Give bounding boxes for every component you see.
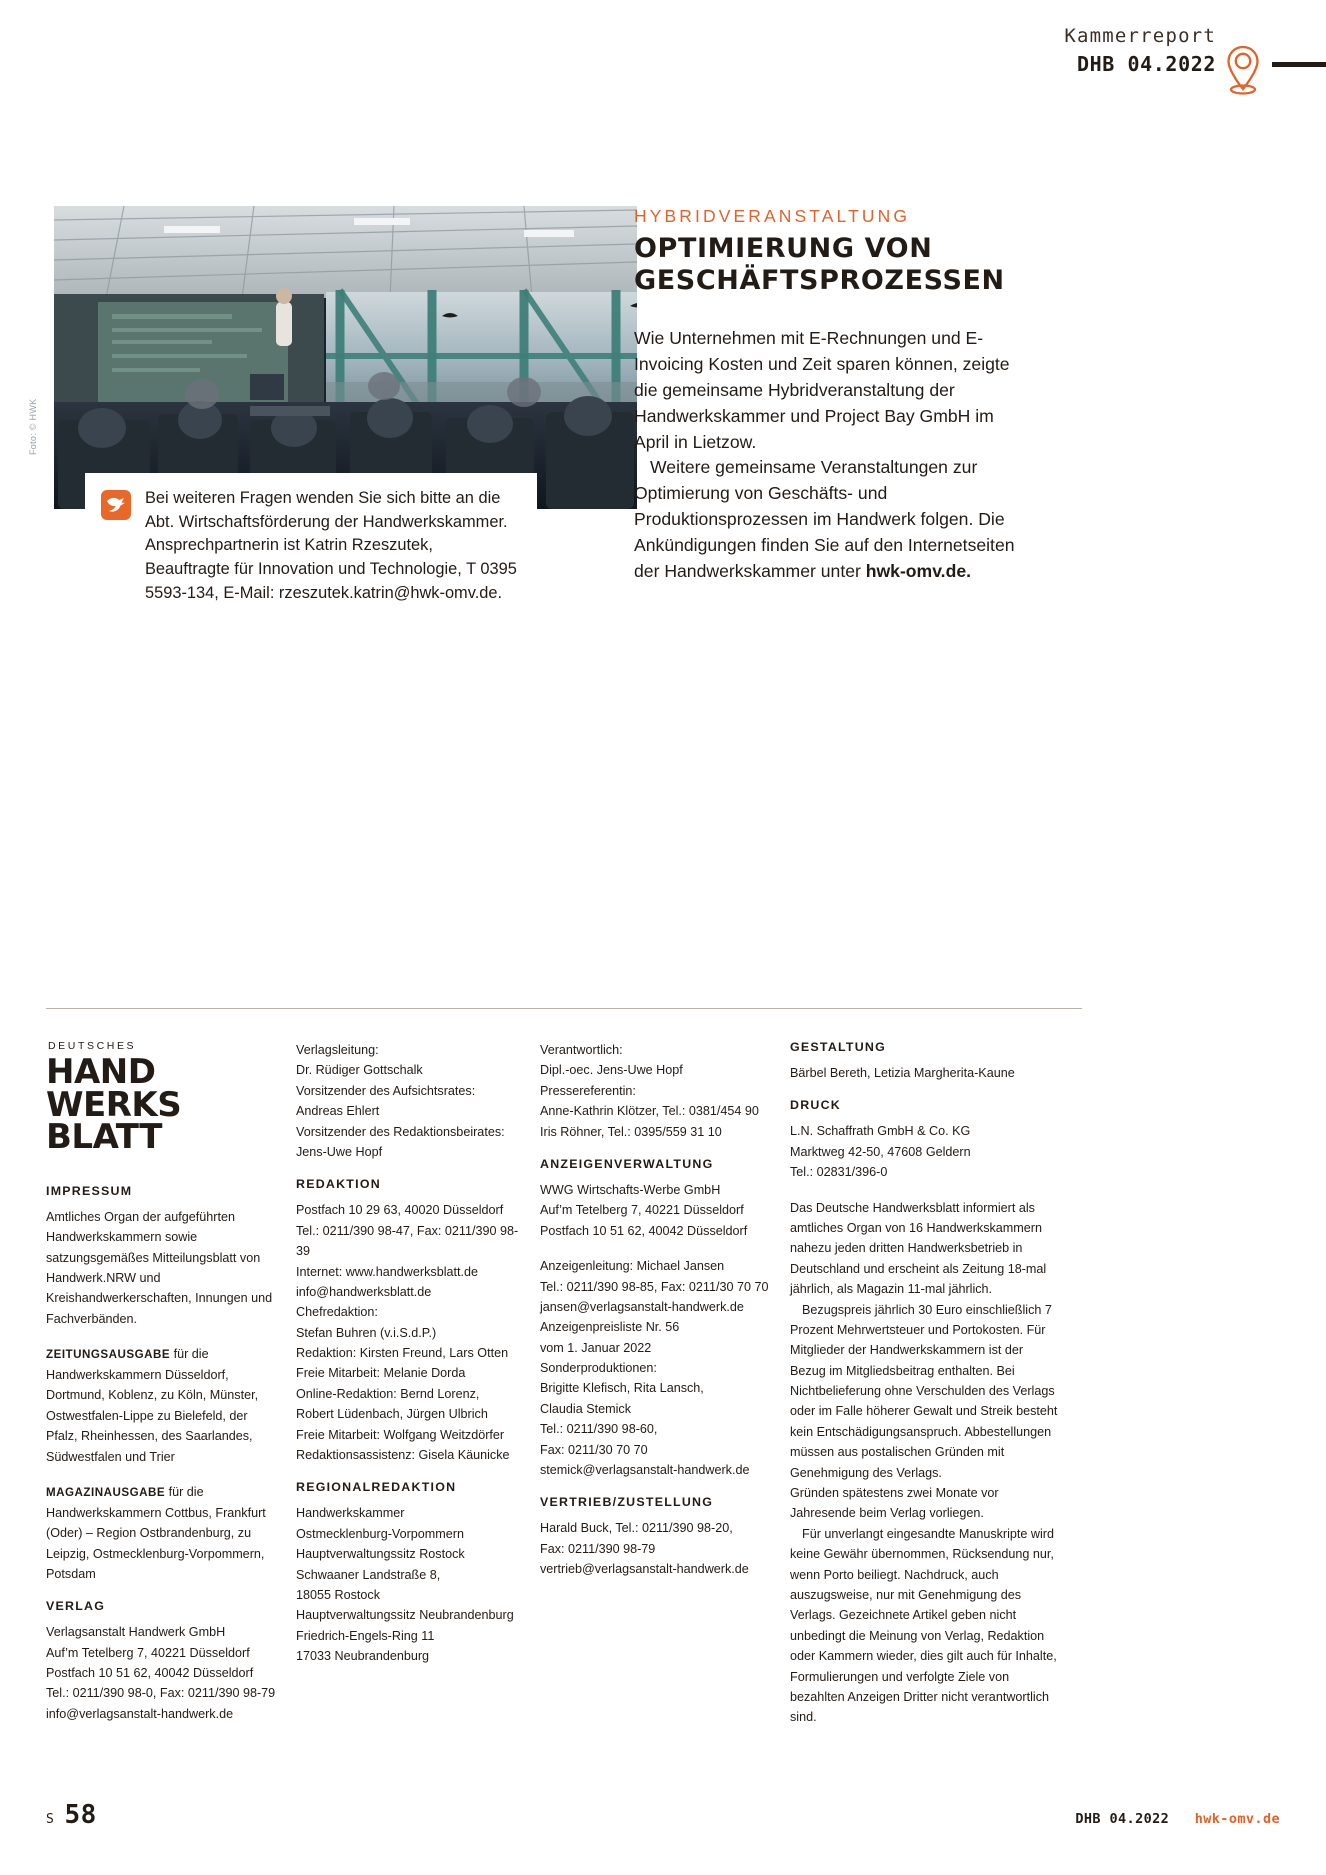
regionalredaktion-lines [296, 1503, 522, 1666]
header-text-block [1064, 26, 1216, 78]
vertrieb-email[interactable]: vertrieb@verlagsanstalt-handwerk.de [540, 1562, 749, 1577]
list-line: 18055 Rostock [296, 1587, 381, 1602]
verlag-heading: VERLAG [46, 1599, 106, 1614]
verlagsleitung-lines [296, 1040, 522, 1162]
article-body [634, 326, 1026, 585]
list-line: 17033 Neubrandenburg [296, 1649, 430, 1664]
article-column [634, 206, 1026, 585]
list-line: Auf’m Tetelberg 7, 40221 Düsseldorf [46, 1645, 250, 1660]
list-line: L.N. Schaffrath GmbH & Co. KG [790, 1124, 971, 1139]
impressum-column-3 [540, 1040, 790, 1728]
list-line: Postfach 10 29 63, 40020 Düsseldorf [296, 1203, 504, 1218]
page-footer [46, 1790, 1280, 1830]
caption-text: Bei weiteren Fragen wenden Sie sich bitte an die Abt. Wirtschaftsförderung der Handwerkskammer. Ansprechpartnerin ist Katrin Rzeszutek, Beauftragte für Innovation und Technologie, T 0395 5593-134, E-Mail: rzeszutek.katrin@hwk-omv.de. [145, 489, 517, 602]
zeitungsausgabe-label: ZEITUNGSAUSGABE [46, 1348, 171, 1362]
vertrieb-lines [540, 1518, 772, 1579]
info-paragraph-2: Bezugspreis jährlich 30 Euro einschließlich 7 Prozent Mehrwertsteuer und Portokosten. Für Mitglieder der Handwerkskammern ist der Bezug im Mitgliedsbeitrag enthalten. Bei Nichtbelieferung ohne Verschulden des Verlags oder im Falle höherer Gewalt und Streik besteht kein Entschädigungsanspruch. Abbestellungen müssen aus postalischen Gründen mit Genehmigung des Verlags. [790, 1302, 1058, 1480]
footer-issue: DHB 04.2022 [1075, 1811, 1170, 1827]
list-line: Marktweg 42-50, 47608 Geldern [790, 1144, 971, 1159]
verlag-email[interactable]: info@verlagsanstalt-handwerk.de [46, 1706, 234, 1721]
article-title-line-1: OPTIMIERUNG VON [634, 233, 933, 264]
footer-website[interactable]: hwk-omv.de [1194, 1811, 1280, 1827]
list-line: WWG Wirtschafts-Werbe GmbH [540, 1182, 721, 1197]
impressum-intro: Amtliches Organ der aufgeführten Handwerkskammern sowie satzungsgemäßes Mitteilungsblatt von Handwerk.NRW und Kreishandwerkerschaften, Innungen und Fachverbänden. [46, 1209, 273, 1326]
list-line: Postfach 10 51 62, 40042 Düsseldorf [540, 1223, 748, 1238]
list-line: Andreas Ehlert [296, 1104, 380, 1119]
list-line: Auf’m Tetelberg 7, 40221 Düsseldorf [540, 1203, 744, 1218]
list-line: vom 1. Januar 2022 [540, 1340, 652, 1355]
list-line: Stefan Buhren (v.i.S.d.P.) [296, 1325, 437, 1340]
zeitungsausgabe-paragraph [46, 1344, 278, 1467]
anzeigen-email[interactable]: jansen@verlagsanstalt-handwerk.de [540, 1299, 744, 1314]
list-line: Harald Buck, Tel.: 0211/390 98-20, [540, 1521, 733, 1536]
article-paragraph-2-text: Weitere gemeinsame Veranstaltungen zur Optimierung von Geschäfts- und Produktionsprozessen im Handwerk folgen. Die Ankündigungen finden Sie auf den Internetseiten der Handwerkskammer unter [634, 457, 1015, 581]
list-line: Freie Mitarbeit: Melanie Dorda [296, 1366, 466, 1381]
article-kicker: HYBRIDVERANSTALTUNG [634, 206, 911, 226]
photo-caption-box [85, 473, 537, 621]
impressum-divider [46, 1008, 1082, 1009]
list-line: Online-Redaktion: Bernd Lorenz, [296, 1386, 480, 1401]
list-line: Pressereferentin: [540, 1083, 636, 1098]
list-line: Anzeigenleitung: Michael Jansen [540, 1259, 725, 1274]
list-line: Verantwortlich: [540, 1043, 623, 1057]
redaktion-website[interactable]: Internet: www.handwerksblatt.de [296, 1264, 479, 1279]
magazinausgabe-text: für die Handwerkskammern Cottbus, Frankfurt (Oder) – Region Ostbrandenburg, zu Leipzig, Ostmecklenburg-Vorpommern, Potsdam [46, 1484, 266, 1581]
list-line: Verlagsanstalt Handwerk GmbH [46, 1625, 226, 1640]
list-line: Redaktionsassistenz: Gisela Käunicke [296, 1448, 510, 1463]
list-line: Tel.: 0211/390 98-0, Fax: 0211/390 98-79 [46, 1686, 276, 1701]
list-line: Tel.: 0211/390 98-60, [540, 1422, 658, 1437]
impressum-column-1 [46, 1040, 296, 1728]
vertrieb-heading: VERTRIEB/ZUSTELLUNG [540, 1495, 714, 1510]
masthead-line-3: BLATT [46, 1117, 162, 1158]
footer-page-number: 58 [64, 1800, 97, 1830]
page-header [0, 26, 1326, 96]
list-line: Handwerkskammer [296, 1506, 405, 1521]
zeitungsausgabe-text: für die Handwerkskammern Düsseldorf, Dortmund, Koblenz, zu Köln, Münster, Ostwestfalen-Lippe zu Bielefeld, der Pfalz, Rheinhessen, des Saarlandes, Südwestfalen und Trier [46, 1347, 259, 1464]
list-line: Postfach 10 51 62, 40042 Düsseldorf [46, 1666, 254, 1681]
list-line: Tel.: 02831/396-0 [790, 1165, 888, 1180]
list-line: Sonderproduktionen: [540, 1361, 657, 1376]
header-kicker: Kammerreport [1064, 25, 1216, 47]
list-line: Tel.: 0211/390 98-85, Fax: 0211/30 70 70 [540, 1279, 769, 1294]
impressum-column-4 [790, 1040, 1058, 1728]
list-line: Claudia Stemick [540, 1401, 631, 1416]
list-line: Fax: 0211/390 98-79 [540, 1541, 656, 1556]
list-line: Robert Lüdenbach, Jürgen Ulbrich [296, 1407, 488, 1422]
sonder-email[interactable]: stemick@verlagsanstalt-handwerk.de [540, 1463, 750, 1478]
masthead-pretitle: DEUTSCHES [48, 1040, 137, 1052]
article-title-line-2: GESCHÄFTSPROZESSEN [634, 264, 1005, 296]
verlag-lines [46, 1622, 278, 1724]
footer-page-indicator [46, 1800, 97, 1830]
impressum-column-2 [296, 1040, 540, 1728]
magazinausgabe-label: MAGAZINAUSGABE [46, 1485, 166, 1499]
list-line: Dipl.-oec. Jens-Uwe Hopf [540, 1063, 683, 1078]
list-line: Fax: 0211/30 70 70 [540, 1442, 648, 1457]
anzeigenleitung-lines [540, 1256, 772, 1480]
druck-heading: DRUCK [790, 1098, 841, 1113]
info-paragraph-2b: Gründen spätestens zwei Monate vor Jahresende beim Verlag vorliegen. [790, 1486, 999, 1521]
anzeigenverwaltung-heading: ANZEIGENVERWALTUNG [540, 1156, 714, 1171]
anzeigenverwaltung-lines [540, 1180, 772, 1241]
list-line: Jens-Uwe Hopf [296, 1144, 383, 1159]
impressum-heading: IMPRESSUM [46, 1183, 133, 1198]
verantwortlich-lines [540, 1040, 772, 1142]
list-line: Redaktion: Kirsten Freund, Lars Otten [296, 1346, 509, 1361]
list-line: Ostmecklenburg-Vorpommern [296, 1526, 464, 1541]
article-paragraph-1: Wie Unternehmen mit E-Rechnungen und E-Invoicing Kosten und Zeit sparen können, zeigte die gemeinsame Hybridveranstaltung der Handwerkskammer und Project Bay GmbH im April in Lietzow. [634, 328, 1010, 452]
list-line: Tel.: 0211/390 98-47, Fax: 0211/390 98-39 [296, 1223, 519, 1259]
list-line: Anzeigenpreisliste Nr. 56 [540, 1320, 680, 1335]
info-paragraph-3: Für unverlangt eingesandte Manuskripte wird keine Gewähr übernommen, Rücksendung nur, wenn Porto beiliegt. Nachdruck, auch auszugsweise, nur mit Genehmigung des Verlags. Gezeichnete Artikel geben nicht unbedingt die Meinung von Verlag, Redaktion oder Kammern wieder, dies gilt auch für Inhalte, Formulierungen und verfolgte Ziele von bezahlten Anzeigen Dritter nicht verantwortlich sind. [790, 1526, 1057, 1725]
article-title [634, 233, 1026, 296]
list-line: Chefredaktion: [296, 1305, 378, 1320]
list-line: Hauptverwaltungssitz Neubrandenburg [296, 1608, 514, 1623]
article-photo [54, 206, 637, 509]
bird-icon [101, 490, 131, 520]
masthead-line-1: HAND [46, 1052, 156, 1092]
article-paragraph-2 [634, 455, 1026, 584]
impressum [46, 1040, 1082, 1728]
list-line: Verlagsleitung: [296, 1043, 379, 1057]
list-line: Brigitte Klefisch, Rita Lansch, [540, 1381, 704, 1396]
photo-credit: Foto: © HWK [28, 398, 38, 455]
masthead-line-2: WERKS [46, 1084, 182, 1125]
header-rule [1272, 62, 1326, 67]
article-link-hwk[interactable]: hwk-omv.de. [865, 560, 971, 581]
redaktion-email[interactable]: info@handwerksblatt.de [296, 1284, 432, 1299]
list-line: Freie Mitarbeit: Wolfgang Weitzdörfer [296, 1427, 505, 1442]
info-paragraph-1: Das Deutsche Handwerksblatt informiert als amtliches Organ von 16 Handwerkskammern nahezu jeden dritten Handwerksbetrieb in Deutschland und erscheint als Zeitung 18-mal jährlich, als Magazin 11-mal jährlich. [790, 1200, 1047, 1297]
list-line: Vorsitzender des Redaktionsbeirates: [296, 1124, 505, 1139]
list-line: Schwaaner Landstraße 8, [296, 1567, 441, 1582]
druck-lines [790, 1121, 1058, 1182]
list-line: Friedrich-Engels-Ring 11 [296, 1628, 435, 1643]
header-issue: DHB 04.2022 [1076, 51, 1216, 76]
list-line: Anne-Kathrin Klötzer, Tel.: 0381/454 90 [540, 1104, 759, 1119]
list-line: Dr. Rüdiger Gottschalk [296, 1063, 423, 1078]
footer-meta [1075, 1811, 1280, 1827]
redaktion-lines [296, 1200, 522, 1465]
footer-page-prefix: S [46, 1812, 55, 1827]
map-pin-icon [1222, 44, 1264, 96]
gestaltung-text: Bärbel Bereth, Letizia Margherita-Kaune [790, 1066, 1015, 1080]
magazinausgabe-paragraph [46, 1482, 278, 1584]
list-line: Vorsitzender des Aufsichtsrates: [296, 1083, 476, 1098]
redaktion-heading: REDAKTION [296, 1177, 381, 1192]
regionalredaktion-heading: REGIONALREDAKTION [296, 1480, 457, 1495]
gestaltung-heading: GESTALTUNG [790, 1040, 887, 1054]
masthead-logo [46, 1052, 278, 1158]
list-line: Hauptverwaltungssitz Rostock [296, 1547, 465, 1562]
list-line: Iris Röhner, Tel.: 0395/559 31 10 [540, 1124, 722, 1139]
